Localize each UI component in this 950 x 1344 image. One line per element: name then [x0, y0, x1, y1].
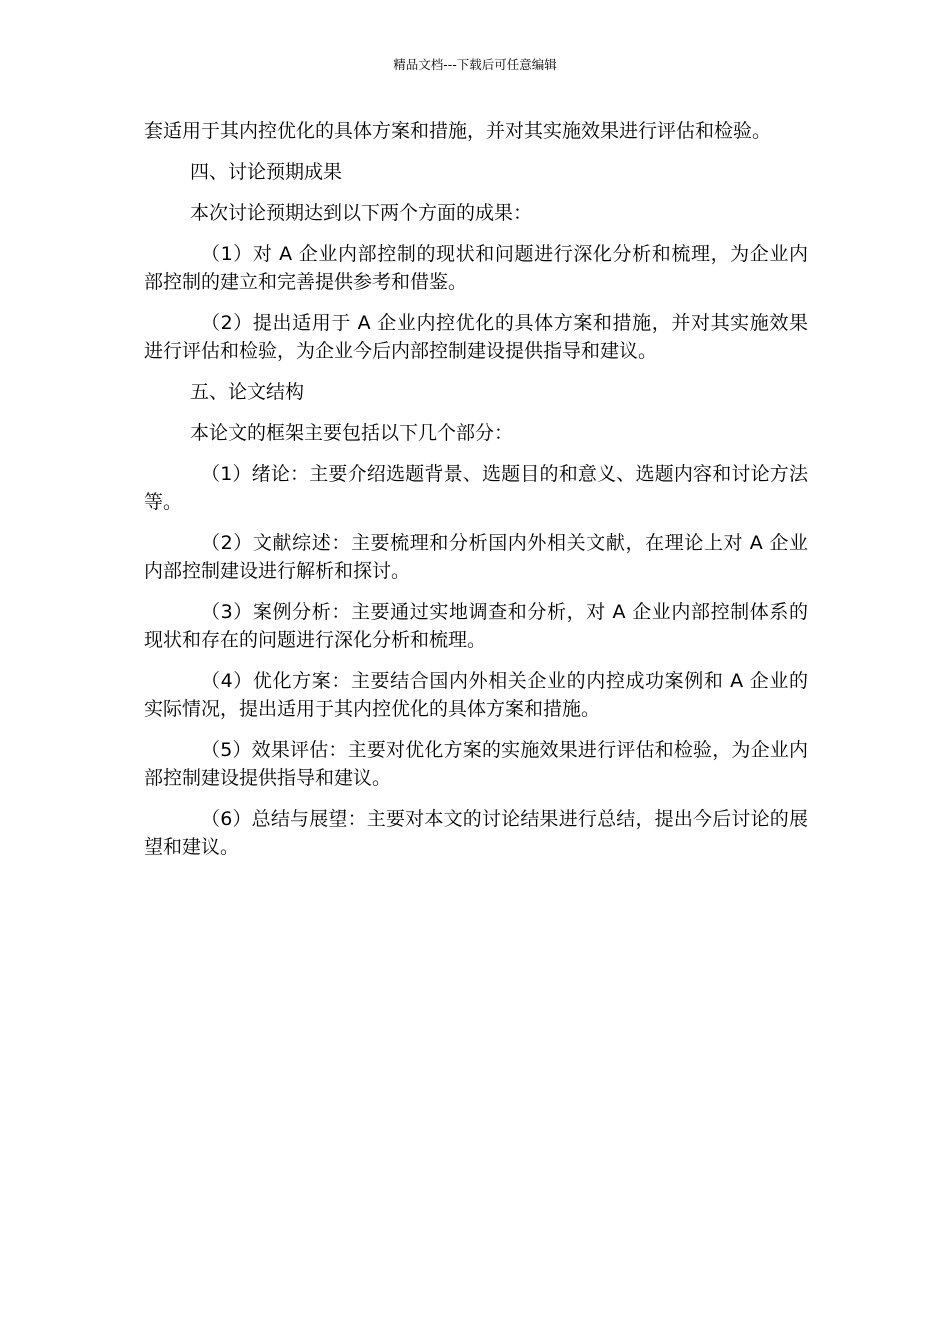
list-item-expected-2: （2）提出适用于 A 企业内控优化的具体方案和措施，并对其实施效果进行评估和检验，为企业今后内部控制建设提供指导和建议。 — [144, 312, 808, 362]
paragraph-expected-intro: 本次讨论预期达到以下两个方面的成果： — [190, 202, 533, 224]
list-item-structure-2: （2）文献综述：主要梳理和分析国内外相关文献，在理论上对 A 企业内部控制建设进行解析和探讨。 — [144, 532, 808, 582]
paragraph-structure-intro: 本论文的框架主要包括以下几个部分： — [190, 422, 514, 444]
list-item-structure-6: （6）总结与展望：主要对本文的讨论结果进行总结，提出今后讨论的展望和建议。 — [144, 808, 808, 858]
section-heading-expected-results: 四、讨论预期成果 — [190, 161, 343, 183]
list-item-structure-1: （1）绪论：主要介绍选题背景、选题目的和意义、选题内容和讨论方法等。 — [144, 463, 808, 513]
list-item-structure-5: （5）效果评估：主要对优化方案的实施效果进行评估和检验，为企业内部控制建设提供指导和建议。 — [144, 739, 808, 789]
paragraph-continuation: 套适用于其内控优化的具体方案和措施，并对其实施效果进行评估和检验。 — [144, 120, 772, 142]
page-header: 精品文档---下载后可任意编辑 — [393, 57, 557, 72]
document-body — [144, 117, 808, 874]
list-item-structure-4: （4）优化方案：主要结合国内外相关企业的内控成功案例和 A 企业的实际情况，提出适用于其内控优化的具体方案和措施。 — [144, 670, 808, 720]
section-heading-structure: 五、论文结构 — [190, 381, 305, 403]
list-item-expected-1: （1）对 A 企业内部控制的现状和问题进行深化分析和梳理，为企业内部控制的建立和完善提供参考和借鉴。 — [144, 243, 808, 293]
list-item-structure-3: （3）案例分析：主要通过实地调查和分析，对 A 企业内部控制体系的现状和存在的问题进行深化分析和梳理。 — [144, 601, 808, 651]
